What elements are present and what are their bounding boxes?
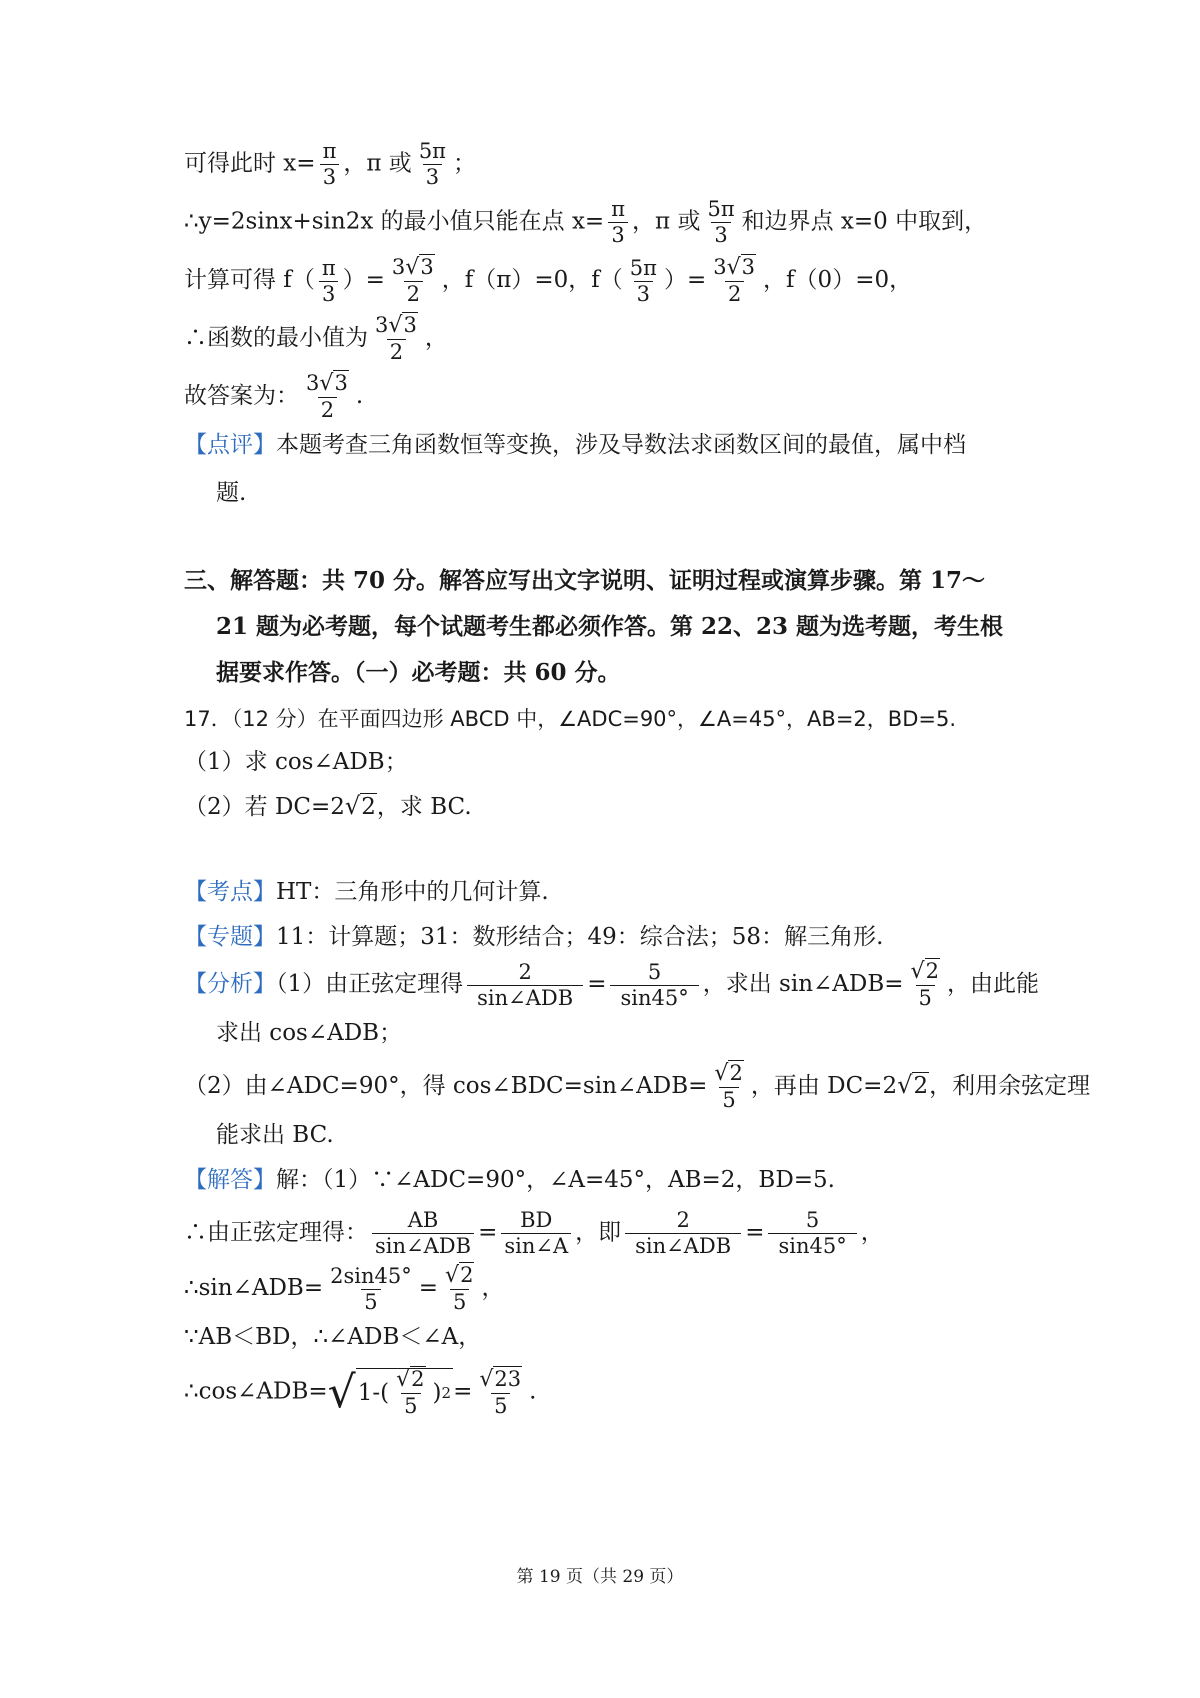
line-cos-adb: ∴cos∠ADB= √ 1-( $\frac{√2}{5}$ ) 2 = $\frac{√23}{5}$ . — [184, 1366, 537, 1419]
text: 可得此时 x= — [184, 150, 316, 177]
fraction: $\frac{\pi}{3}$ — [319, 258, 339, 305]
solution-tag: 【解答】 — [184, 1167, 276, 1193]
line-min-candidates: ∴y=2sinx+sin2x 的最小值只能在点 x= $\frac{\pi}{3}$ ，π 或 $\frac{5\pi}{3}$ 和边界点 x=0 中取到， — [184, 197, 988, 247]
line-topic: 【考点】HT：三角形中的几何计算. — [184, 879, 549, 905]
fraction: $\frac{BD}{\sin\angle A}$ — [501, 1210, 571, 1257]
fraction: $\frac{√2}{5}$ — [910, 959, 939, 1011]
fraction: $\frac{3√3}{2}$ — [713, 255, 756, 307]
fraction: $\frac{2}{\text{sin∠ADB}}$ — [467, 962, 583, 1009]
fraction: $\frac{\pi}{3}$ — [320, 141, 340, 188]
line-analysis-part2: （2）由∠ADC=90°，得 cos∠BDC=sin∠ADB= $\frac{√2}{5}$ ，再由 DC=2√2，利用余弦定理 — [184, 1061, 1091, 1113]
fraction: $\frac{AB}{\text{sin∠ADB}}$ — [372, 1210, 474, 1257]
fraction: $\frac{5\pi}{3}$ — [418, 139, 446, 189]
fraction: $\frac{2\sin 45^\circ}{5}$ — [330, 1263, 412, 1314]
text: ； — [452, 150, 476, 177]
topic-tag: 【考点】 — [184, 879, 276, 905]
fraction: $\frac{3√3}{2}$ — [306, 371, 348, 423]
fraction: $\frac{√2}{5}$ — [445, 1263, 474, 1315]
fraction: $\frac{√23}{5}$ — [479, 1366, 522, 1418]
line-function-values: 计算可得 f（ $\frac{\pi}{3}$ ）= $\frac{3√3}{2}$ ，f（π）=0，f（ $\frac{5\pi}{3}$ ）= $\frac{3√3}{2}$ ，f（0）=0， — [184, 255, 913, 307]
page-footer: 第 19 页（共 29 页） — [516, 1567, 684, 1587]
line-minimum-value: ∴函数的最小值为 $\frac{3√3}{2}$ ， — [184, 313, 448, 365]
line-analysis-cont: 求出 cos∠ADB； — [216, 1020, 403, 1046]
fraction: $\frac{3√3}{2}$ — [375, 313, 417, 365]
line-min-points — [184, 141, 476, 188]
fraction: $\frac{\pi}{3}$ — [608, 199, 628, 246]
line-answer: 故答案为： $\frac{3√3}{2}$ . — [184, 371, 364, 423]
fraction: $\frac{5\pi}{3}$ — [629, 255, 657, 306]
line-analysis-part2-cont: 能求出 BC. — [216, 1122, 334, 1148]
section-heading-cont: 据要求作答。（一）必考题：共 60 分。 — [216, 659, 621, 686]
category-tag: 【专题】 — [184, 924, 276, 950]
fraction: $\frac{5}{\sin 45^\circ}$ — [610, 962, 698, 1009]
line-inequality: ∵AB＜BD，∴∠ADB＜∠A， — [184, 1324, 482, 1350]
analysis-tag: 【分析】 — [184, 971, 276, 998]
line-category: 【专题】11：计算题；31：数形结合；49：综合法；58：解三角形. — [184, 924, 884, 950]
question-17-part1: （1）求 cos∠ADB； — [184, 749, 408, 775]
fraction: $\frac{√2}{5}$ — [714, 1061, 743, 1113]
fraction: $\frac{2}{\text{sin∠ADB}}$ — [625, 1210, 741, 1257]
text: ，π 或 — [343, 150, 412, 177]
line-comment: 【点评】本题考查三角函数恒等变换，涉及导数法求函数区间的最值，属中档 — [184, 432, 966, 458]
section-heading: 三、解答题：共 70 分。解答应写出文字说明、证明过程或演算步骤。第 17～ — [184, 567, 986, 594]
line-analysis: 【分析】（1）由正弦定理得 $\frac{2}{\text{sin∠ADB}}$ = $\frac{5}{\sin 45^\circ}$ ，求出 sin∠ADB= $\frac{√2}{5}$ ，由此能 — [184, 959, 1039, 1011]
section-heading-cont: 21 题为必考题，每个试题考生都必须作答。第 22、23 题为选考题，考生根 — [216, 613, 1004, 640]
question-17-part2: （2）若 DC=2√2，求 BC. — [184, 792, 472, 820]
question-17: 17．（12 分）在平面四边形 ABCD 中，∠ADC=90°，∠A=45°，AB=2，BD=5. — [184, 707, 956, 731]
line-sine-adb: ∴sin∠ADB= $\frac{2\sin 45^\circ}{5}$ = $\frac{√2}{5}$ ， — [184, 1263, 505, 1315]
line-comment-cont: 题. — [216, 480, 247, 506]
square-root: √ 1-( $\frac{√2}{5}$ ) 2 — [327, 1366, 452, 1419]
comment-tag: 【点评】 — [184, 432, 276, 458]
fraction: $\frac{√2}{5}$ — [396, 1367, 425, 1419]
fraction: $\frac{5\pi}{3}$ — [707, 197, 735, 247]
line-sine-law: ∴由正弦定理得： $\frac{AB}{\text{sin∠ADB}}$ = $\frac{BD}{\sin\angle A}$ ，即 $\frac{2}{\text{sin∠ADB}}$ = $\frac{5}{\sin 45^\circ}$ ， — [184, 1208, 884, 1258]
line-solution: 【解答】解：（1）∵∠ADC=90°，∠A=45°，AB=2，BD=5. — [184, 1167, 835, 1193]
fraction: $\frac{3√3}{2}$ — [391, 255, 434, 307]
fraction: $\frac{5}{\sin 45^\circ}$ — [768, 1210, 856, 1257]
